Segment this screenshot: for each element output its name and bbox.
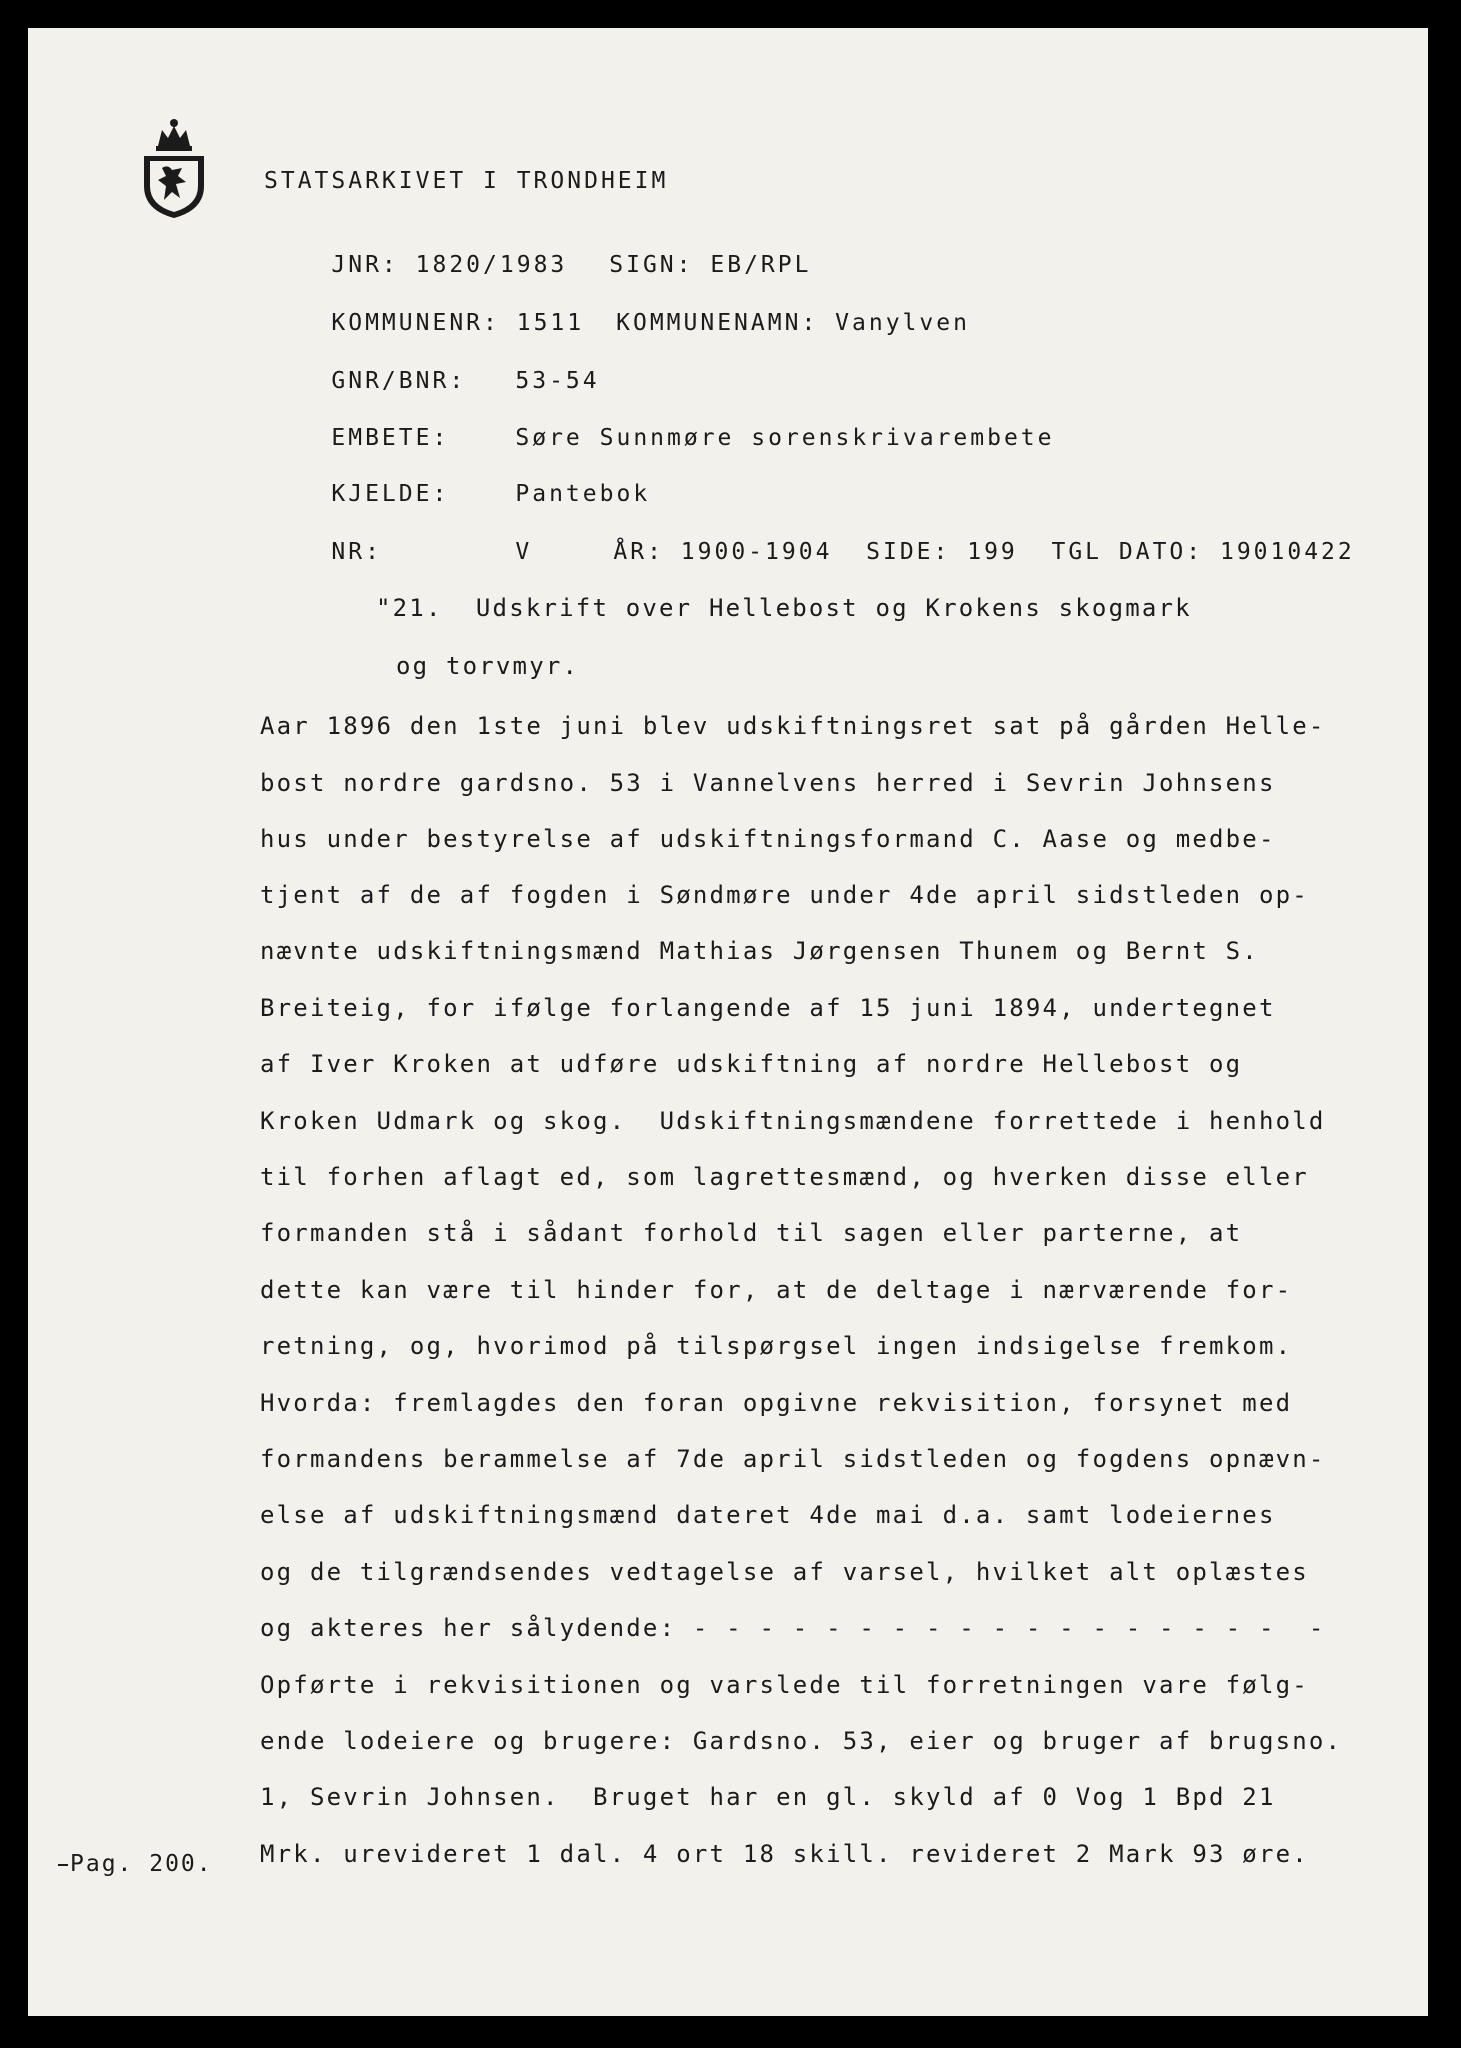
body-line: dette kan være til hinder for, at de deltage i nærværende for- xyxy=(260,1276,1293,1304)
body-line: nævnte udskiftningsmænd Mathias Jørgensen Thunem og Bernt S. xyxy=(260,937,1259,965)
jnr-label: JNR: xyxy=(331,252,399,278)
body-line: Aar 1896 den 1ste juni blev udskiftningsret sat på gården Helle- xyxy=(260,712,1326,740)
body-line: else af udskiftningsmænd dateret 4de mai d.a. samt lodeiernes xyxy=(260,1501,1276,1529)
page-reference-note xyxy=(58,1851,213,1877)
body-line: Hvorda: fremlagdes den foran opgivne rekvisition, forsynet med xyxy=(260,1389,1293,1417)
body-line: formandens berammelse af 7de april sidstleden og fogdens opnævn- xyxy=(260,1445,1326,1473)
body-line: til forhen aflagt ed, som lagrettesmænd, og hverken disse eller xyxy=(260,1163,1309,1191)
kjelde-value: Pantebok xyxy=(515,481,651,507)
jnr-value: 1820/1983 xyxy=(415,252,568,278)
body-line: hus under bestyrelse af udskiftningsformand C. Aase og medbe- xyxy=(260,825,1276,853)
gnr-value: 53-54 xyxy=(515,368,600,394)
nr-row xyxy=(264,513,1355,591)
title-line-2: og torvmyr. xyxy=(396,652,580,680)
nr-value: V xyxy=(515,539,533,565)
body-line: Kroken Udmark og skog. Udskiftningsmændene forrettede i henhold xyxy=(260,1107,1326,1135)
nr-label: NR: xyxy=(331,539,382,565)
page-reference-text: Pag. 200. xyxy=(70,1851,213,1877)
body-line: ende lodeiere og brugere: Gardsno. 53, eier og bruger af brugsno. xyxy=(260,1727,1343,1755)
kommunenamn-value: Vanylven xyxy=(835,310,970,336)
sign-value: EB/RPL xyxy=(710,252,812,278)
body-line: formanden stå i sådant forhold til sagen eller parterne, at xyxy=(260,1219,1243,1247)
archive-name: STATSARKIVET I TRONDHEIM xyxy=(264,168,669,194)
ar-label: ÅR: xyxy=(613,539,664,565)
kjelde-label: KJELDE: xyxy=(331,481,450,507)
coat-of-arms-icon xyxy=(138,116,210,220)
body-line: tjent af de af fogden i Søndmøre under 4de april sidstleden op- xyxy=(260,881,1309,909)
tgl-label: TGL DATO: xyxy=(1051,539,1204,565)
body-line: og akteres her sålydende: - - - - - - - - - - - - - - - - - - - xyxy=(260,1614,1326,1642)
kommunenr-label: KOMMUNENR: xyxy=(331,310,500,336)
title-line-1: "21. Udskrift over Hellebost og Krokens skogmark xyxy=(376,594,1192,622)
margin-dash xyxy=(58,1864,68,1866)
kommunenr-value: 1511 xyxy=(516,310,585,336)
sign-label: SIGN: xyxy=(609,252,694,278)
side-value: 199 xyxy=(967,539,1018,565)
body-line: af Iver Kroken at udføre udskiftning af nordre Hellebost og xyxy=(260,1050,1243,1078)
body-line: og de tilgrændsendes vedtagelse af varsel, hvilket alt oplæstes xyxy=(260,1558,1309,1586)
body-line: Mrk. urevideret 1 dal. 4 ort 18 skill. revideret 2 Mark 93 øre. xyxy=(260,1840,1309,1868)
body-line: Breiteig, for ifølge forlangende af 15 juni 1894, undertegnet xyxy=(260,994,1276,1022)
body-line: bost nordre gardsno. 53 i Vannelvens herred i Sevrin Johnsens xyxy=(260,769,1276,797)
tgl-value: 19010422 xyxy=(1219,539,1355,565)
embete-value: Søre Sunnmøre sorenskrivarembete xyxy=(515,425,1055,451)
body-line: 1, Sevrin Johnsen. Bruget har en gl. skyld af 0 Vog 1 Bpd 21 xyxy=(260,1783,1276,1811)
body-line: Opførte i rekvisitionen og varslede til forretningen vare følg- xyxy=(260,1671,1309,1699)
embete-label: EMBETE: xyxy=(331,425,450,451)
kommunenamn-label: KOMMUNENAMN: xyxy=(616,310,819,336)
body-line: retning, og, hvorimod på tilspørgsel ingen indsigelse fremkom. xyxy=(260,1332,1293,1360)
gnr-label: GNR/BNR: xyxy=(331,368,467,394)
side-label: SIDE: xyxy=(866,539,951,565)
document-page xyxy=(28,28,1428,2016)
ar-value: 1900-1904 xyxy=(680,539,833,565)
